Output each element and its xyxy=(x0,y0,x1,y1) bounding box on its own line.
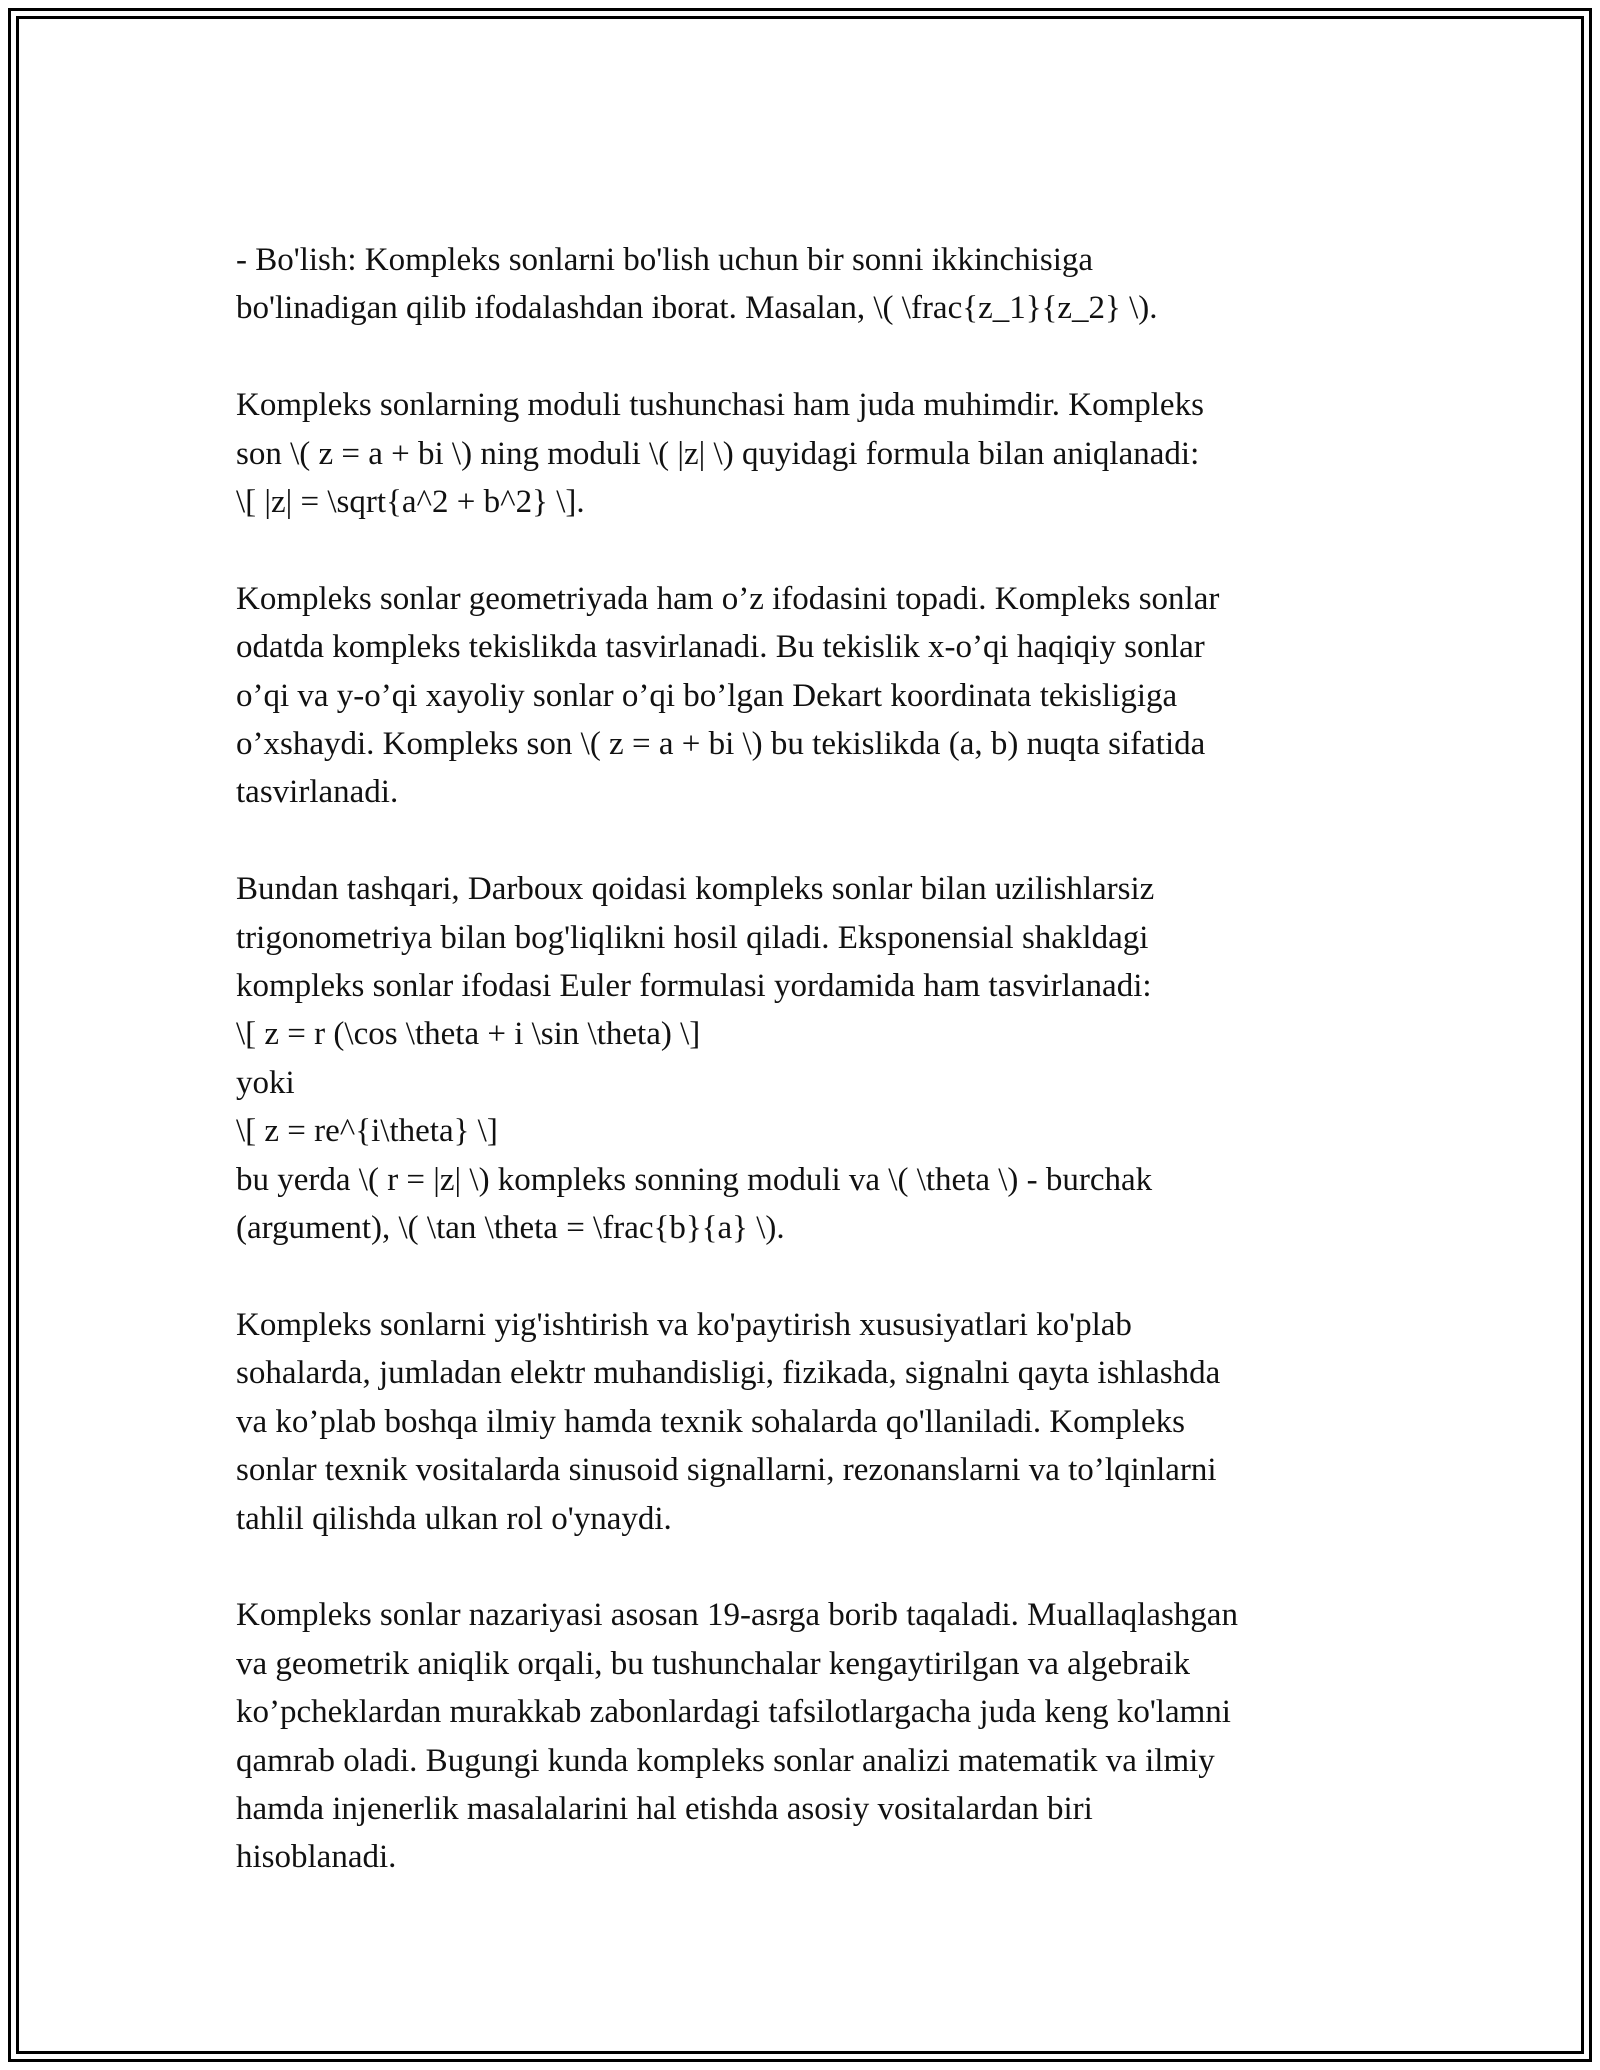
text-line: \[ z = r (\cos \theta + i \sin \theta) \] xyxy=(236,1016,701,1053)
paragraph xyxy=(236,575,1366,817)
text-line: \[ |z| = \sqrt{a^2 + b^2} \]. xyxy=(236,484,585,521)
paragraph xyxy=(236,1301,1366,1543)
text-line: bu yerda \( r = |z| \) kompleks sonning moduli va \( \theta \) - burchak xyxy=(236,1161,1153,1198)
text-line: ko’pcheklardan murakkab zabonlardagi tafsilotlargacha juda keng ko'lamni xyxy=(236,1694,1231,1731)
text-line: qamrab oladi. Bugungi kunda kompleks sonlar analizi matematik va ilmiy xyxy=(236,1742,1215,1779)
text-line: odatda kompleks tekislikda tasvirlanadi. Bu tekislik x-o’qi haqiqiy sonlar xyxy=(236,629,1205,666)
text-line: trigonometriya bilan bog'liqlikni hosil qiladi. Eksponensial shakldagi xyxy=(236,919,1149,956)
text-line: \[ z = re^{i\theta} \] xyxy=(236,1113,498,1150)
text-line: va geometrik aniqlik orqali, bu tushunchalar kengaytirilgan va algebraik xyxy=(236,1645,1190,1682)
document-body xyxy=(236,236,1366,1930)
text-line: hisoblanadi. xyxy=(236,1839,397,1876)
text-line: yoki xyxy=(236,1064,295,1101)
text-line: o’qi va y-o’qi xayoliy sonlar o’qi bo’lgan Dekart koordinata tekisligiga xyxy=(236,677,1178,714)
text-line: va ko’plab boshqa ilmiy hamda texnik sohalarda qo'llaniladi. Kompleks xyxy=(236,1403,1185,1440)
text-line: Kompleks sonlar nazariyasi asosan 19-asrga borib taqaladi. Muallaqlashgan xyxy=(236,1597,1238,1634)
text-line: Kompleks sonlarni yig'ishtirish va ko'paytirish xususiyatlari ko'plab xyxy=(236,1306,1132,1343)
text-line: hamda injenerlik masalalarini hal etishda asosiy vositalardan biri xyxy=(236,1790,1093,1827)
paragraph xyxy=(236,236,1366,333)
paragraph xyxy=(236,1591,1366,1881)
text-line: kompleks sonlar ifodasi Euler formulasi yordamida ham tasvirlanadi: xyxy=(236,968,1152,1005)
text-line: sonlar texnik vositalarda sinusoid signallarni, rezonanslarni va to’lqinlarni xyxy=(236,1452,1217,1489)
paragraph xyxy=(236,381,1366,526)
text-line: Bundan tashqari, Darboux qoidasi kompleks sonlar bilan uzilishlarsiz xyxy=(236,871,1155,908)
text-line: o’xshaydi. Kompleks son \( z = a + bi \) bu tekislikda (a, b) nuqta sifatida xyxy=(236,726,1206,763)
text-line: Kompleks sonlar geometriyada ham o’z ifodasini topadi. Kompleks sonlar xyxy=(236,580,1220,617)
text-line: bo'linadigan qilib ifodalashdan iborat. Masalan, \( \frac{z_1}{z_2} \). xyxy=(236,290,1158,327)
paragraph xyxy=(236,865,1366,1252)
text-line: (argument), \( \tan \theta = \frac{b}{a} \). xyxy=(236,1210,785,1247)
text-line: Kompleks sonlarning moduli tushunchasi ham juda muhimdir. Kompleks xyxy=(236,387,1204,424)
text-line: sohalarda, jumladan elektr muhandisligi, fizikada, signalni qayta ishlashda xyxy=(236,1355,1221,1392)
text-line: - Bo'lish: Kompleks sonlarni bo'lish uchun bir sonni ikkinchisiga xyxy=(236,242,1094,278)
text-line: tasvirlanadi. xyxy=(236,774,399,811)
text-line: son \( z = a + bi \) ning moduli \( |z| \) quyidagi formula bilan aniqlanadi: xyxy=(236,435,1200,472)
text-line: tahlil qilishda ulkan rol o'ynaydi. xyxy=(236,1500,672,1537)
